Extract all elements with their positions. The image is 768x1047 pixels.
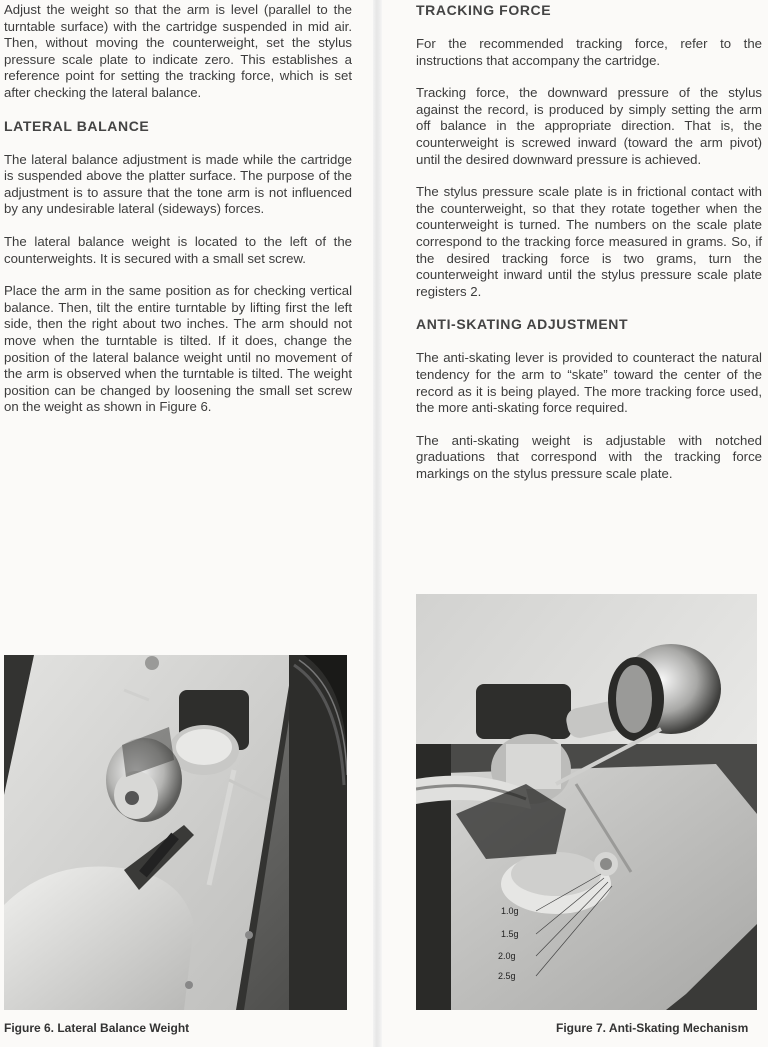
lateral-paragraph-3: Place the arm in the same position as for checking vertical balance. Then, tilt the entire turntable by lifting first the left side, then the right about two inches. The arm should not move when the turntable is tilted. If it does, change the position of the lateral balance weight until no movement of the arm is observed when the turntable is tilted. The weight position can be changed by loosening the small set screw on the weight as shown in Figure 6. — [4, 283, 352, 415]
anti-skating-paragraph-1: The anti-skating lever is provided to counteract the natural tendency for the arm to “skate” toward the center of the record as it is being played. The more tracking force used, the more anti-skating force required. — [416, 350, 762, 416]
tracking-paragraph-1: For the recommended tracking force, refer to the instructions that accompany the cartridge. — [416, 36, 762, 68]
scale-label-1: 1.0g — [501, 906, 519, 916]
scale-label-2: 1.5g — [501, 929, 519, 939]
left-column — [4, 0, 352, 432]
column-divider — [373, 0, 382, 1047]
lateral-paragraph-1: The lateral balance adjustment is made while the cartridge is suspended above the platter surface. The purpose of the adjustment is to assure that the tone arm is not influenced by any undesirable lateral (sideways) forces. — [4, 151, 352, 217]
anti-skating-heading: ANTI-SKATING ADJUSTMENT — [416, 316, 629, 333]
anti-skating-paragraph-2: The anti-skating weight is adjustable with notched graduations that correspond with the tracking force markings on the stylus pressure scale plate. — [416, 432, 762, 481]
tracking-paragraph-2: Tracking force, the downward pressure of the stylus against the record, is produced by simply setting the arm off balance in the appropriate direction. That is, the counterweight is screwed inward (toward the arm pivot) until the desired downward pressure is achieved. — [416, 85, 762, 167]
scale-label-3: 2.0g — [498, 951, 516, 961]
figure-7-photo — [416, 594, 757, 1010]
lateral-paragraph-2: The lateral balance weight is located to the left of the counterweights. It is secured with a small set screw. — [4, 233, 352, 266]
tracking-force-heading: TRACKING FORCE — [416, 2, 552, 18]
scale-label-4: 2.5g — [498, 971, 516, 981]
tracking-paragraph-3: The stylus pressure scale plate is in frictional contact with the counterweight, so that they rotate together when the counterweight is turned. The numbers on the scale plate correspond to the tracking force measured in grams. So, if the desired tracking force is two grams, turn the counterweight inward until the stylus pressure scale plate registers 2. — [416, 184, 762, 299]
right-column — [416, 0, 762, 498]
intro-paragraph: Adjust the weight so that the arm is level (parallel to the turntable surface) with the cartridge suspended in mid air. Then, without moving the counterweight, set the stylus pressure scale plate to indicate zero. This establishes a reference point for setting the tracking force, which is set after checking the lateral balance. — [4, 2, 352, 100]
lateral-balance-heading: LATERAL BALANCE — [4, 117, 150, 134]
figure-6-photo — [4, 655, 347, 1010]
figure-7-caption: Figure 7. Anti-Skating Mechanism — [556, 1021, 749, 1035]
figure-6-caption: Figure 6. Lateral Balance Weight — [4, 1021, 190, 1035]
